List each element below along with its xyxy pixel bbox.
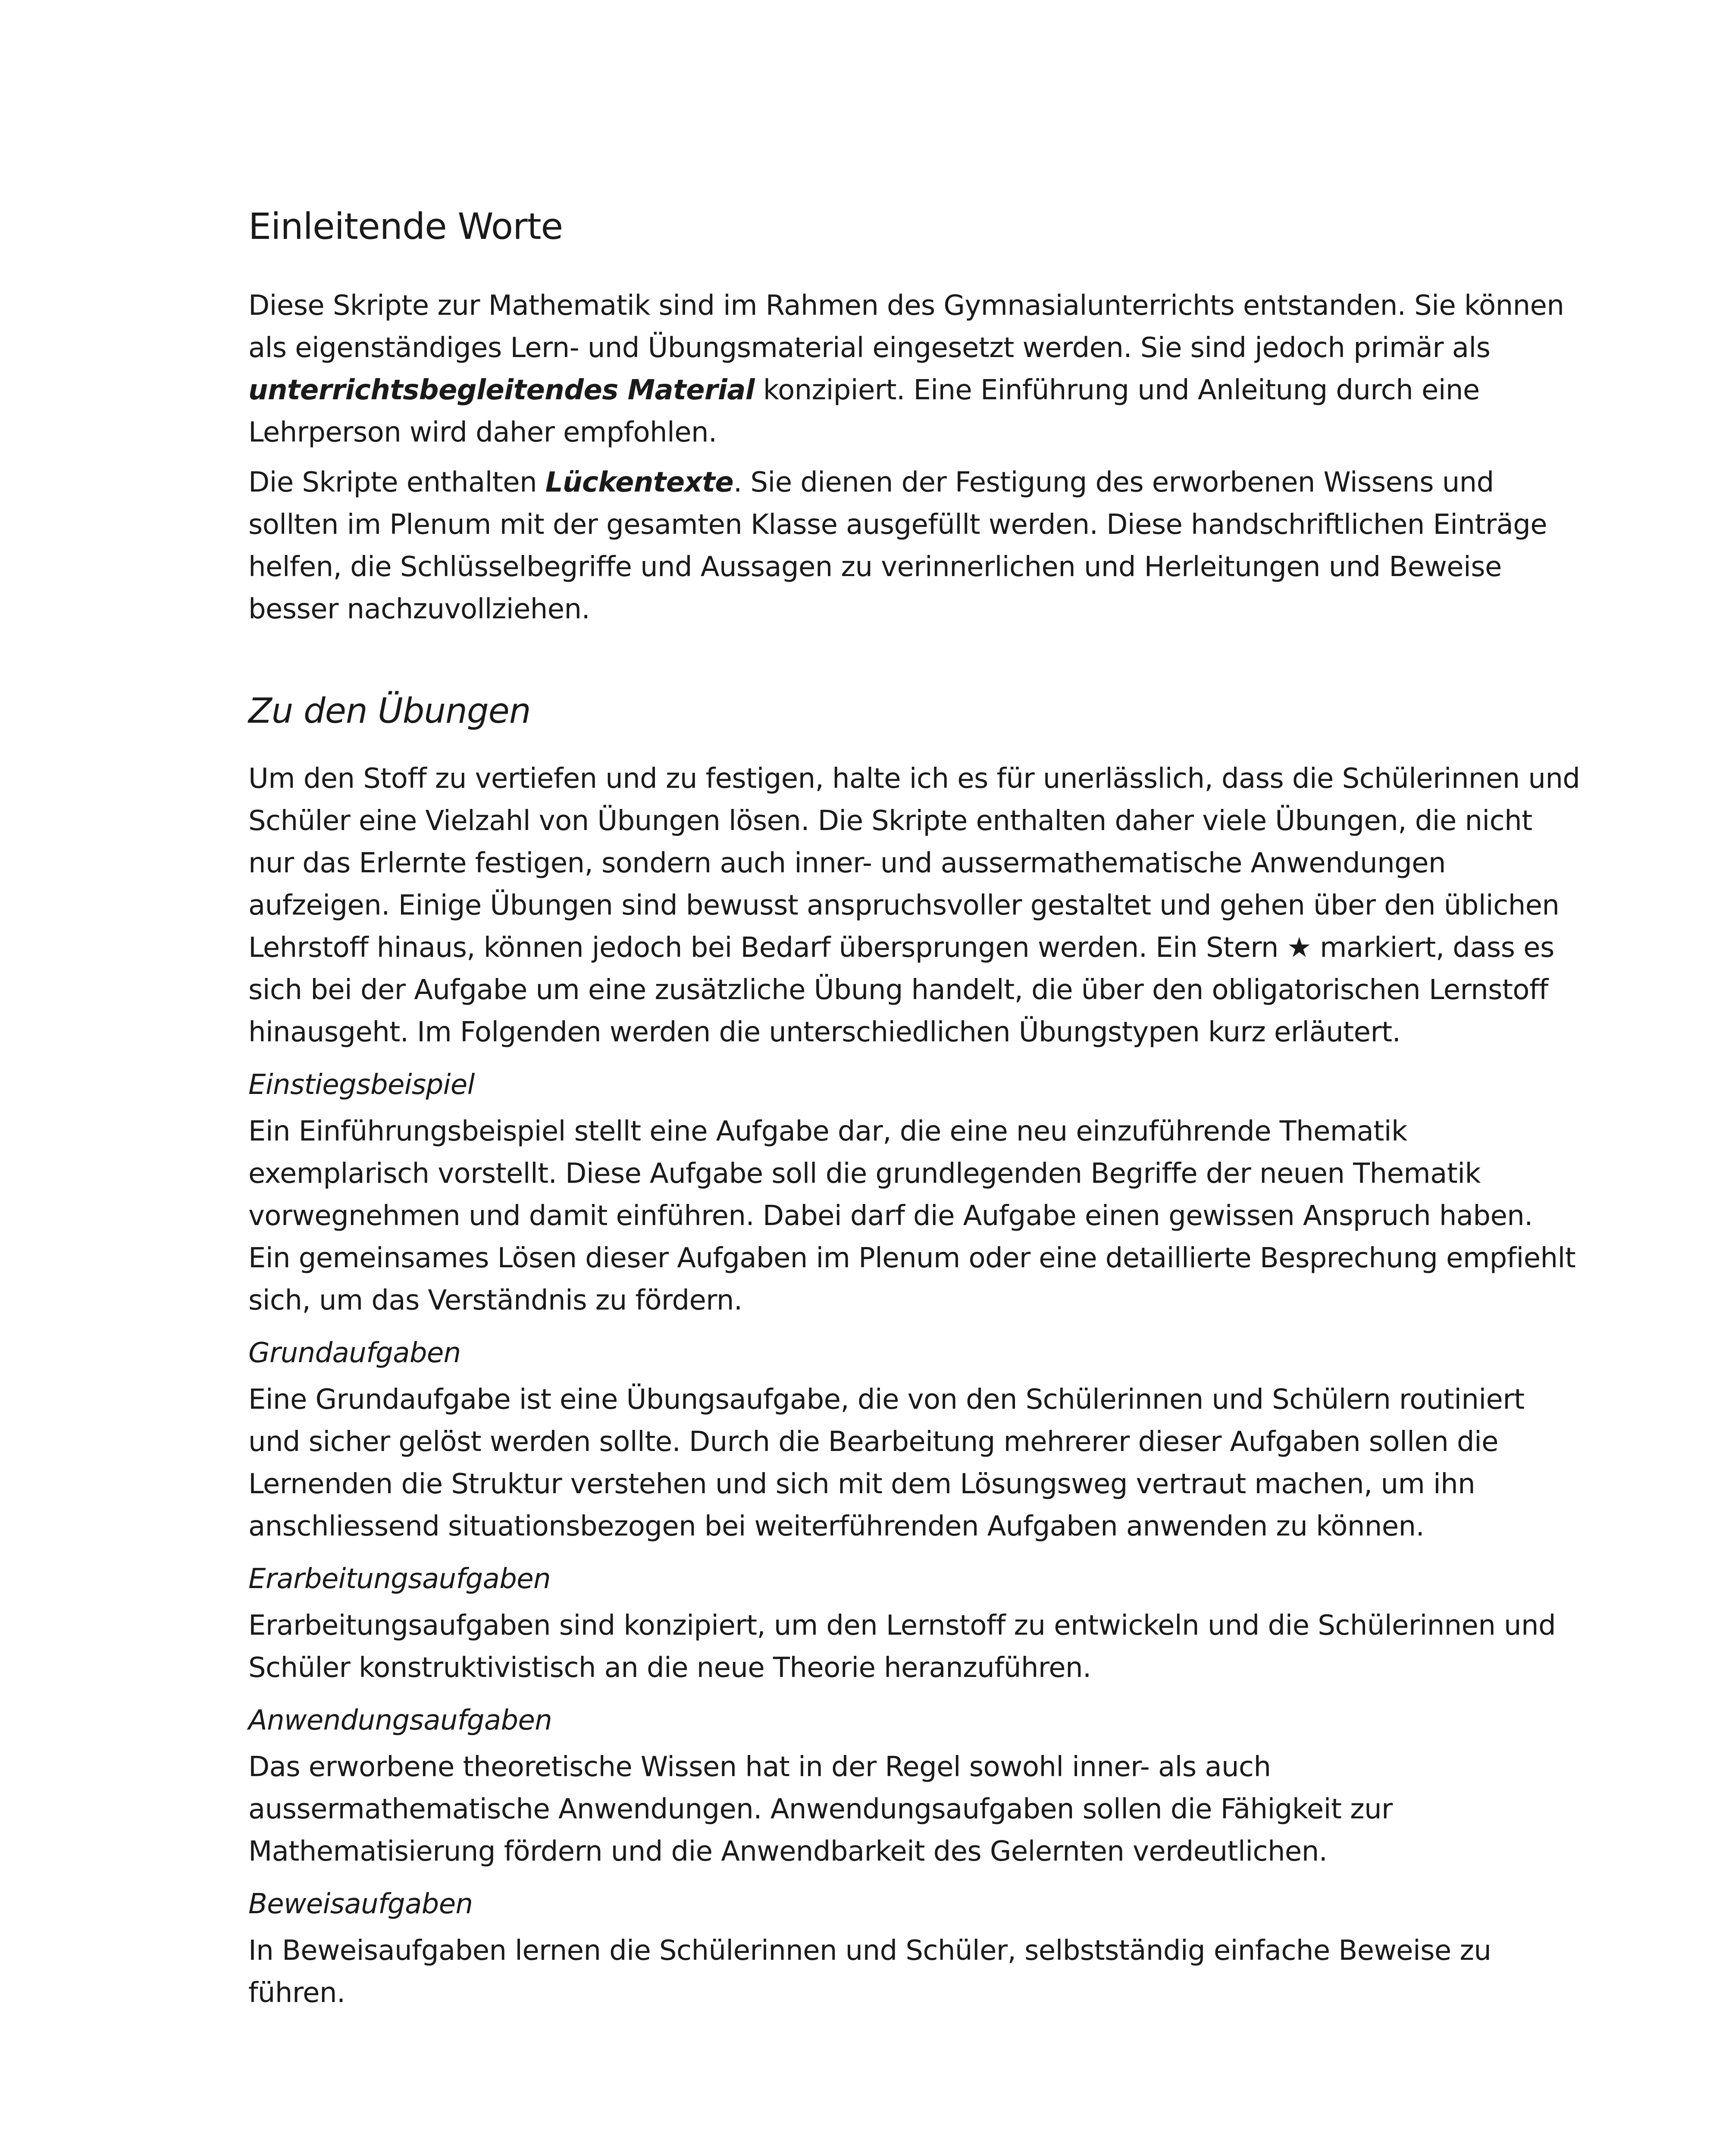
- exercises-heading: Zu den Übungen: [248, 691, 531, 731]
- exercise-type-title: Grundaufgaben: [248, 1337, 461, 1369]
- intro-paragraph-2: [248, 461, 1581, 630]
- page-title: Einleitende Worte: [248, 205, 563, 248]
- exercise-type-title: Beweisaufgaben: [248, 1888, 473, 1920]
- exercises-intro-text-a: Um den Stoff zu vertiefen und zu festigen, halte ich es für unerlässlich, dass die Schülerinnen und Schüler eine Vielzahl von Übungen lösen. Die Skripte enthalten daher viele Übungen, die nicht nur das Erlernte festigen, sondern auch inner- und aussermathematische Anwendungen aufzeigen. Einige Übungen sind bewusst anspruchsvoller gestaltet und gehen über den üblichen Lehrstoff hinaus, können jedoch bei Bedarf übersprungen werden. Ein Stern: [248, 763, 1580, 964]
- exercise-type-title: Anwendungsaufgaben: [248, 1705, 552, 1736]
- exercise-type-title: Einstiegsbeispiel: [248, 1069, 475, 1101]
- exercises-intro-text-b: markiert, dass es sich bei der Aufgabe um eine zusätzliche Übung handelt, die über den obligatorischen Lernstoff hinausgeht. Im Folgenden werden die unterschiedlichen Übungstypen kurz erläutert.: [248, 932, 1554, 1048]
- intro-p1-emphasis: unterrichtsbegleitendes Material: [248, 374, 755, 406]
- intro-p2-emphasis: Lückentexte: [545, 467, 733, 498]
- intro-p1-text-b: konzipiert. Eine Einführung und Anleitung durch eine Lehrperson wird daher empfohlen.: [248, 374, 1480, 448]
- exercise-type-text: Eine Grundaufgabe ist eine Übungsaufgabe, die von den Schülerinnen und Schülern routiniert und sicher gelöst werden sollte. Durch die Bearbeitung mehrerer dieser Aufgaben sollen die Lernenden die Struktur verstehen und sich mit dem Lösungsweg vertraut machen, um ihn anschliessend situationsbezogen bei weiterführenden Aufgaben anwenden zu können.: [248, 1384, 1525, 1542]
- exercises-intro-paragraph: [248, 758, 1581, 1053]
- page-content: [248, 203, 1581, 2022]
- intro-p1-text-a: Diese Skripte zur Mathematik sind im Rahmen des Gymnasialunterrichts entstanden. Sie können als eigenständiges Lern- und Übungsmaterial eingesetzt werden. Sie sind jedoch primär als: [248, 290, 1564, 364]
- star-icon: ★: [1287, 932, 1312, 964]
- intro-p2-text-b: . Sie dienen der Festigung des erworbenen Wissens und sollten im Plenum mit der gesamten Klasse ausgefüllt werden. Diese handschriftlichen Einträge helfen, die Schlüsselbegriffe und Aussagen zu verinnerlichen und Herleitungen und Beweise besser nachzuvollziehen.: [248, 467, 1547, 625]
- exercise-type-text: Ein Einführungsbeispiel stellt eine Aufgabe dar, die eine neu einzuführende Thematik exemplarisch vorstellt. Diese Aufgabe soll die grundlegenden Begriffe der neuen Thematik vorwegnehmen und damit einführen. Dabei darf die Aufgabe einen gewissen Anspruch haben. Ein gemeinsames Lösen dieser Aufgaben im Plenum oder eine detaillierte Besprechung empfiehlt sich, um das Verständnis zu fördern.: [248, 1116, 1576, 1316]
- exercise-type-title: Erarbeitungsaufgaben: [248, 1563, 551, 1595]
- exercise-type-text: In Beweisaufgaben lernen die Schülerinnen und Schüler, selbstständig einfache Beweise zu führen.: [248, 1935, 1491, 2009]
- intro-paragraph-1: [248, 285, 1581, 454]
- exercise-type-text: Erarbeitungsaufgaben sind konzipiert, um den Lernstoff zu entwickeln und die Schülerinnen und Schüler konstruktivistisch an die neue Theorie heranzuführen.: [248, 1610, 1556, 1684]
- intro-p2-text-a: Die Skripte enthalten: [248, 467, 545, 498]
- exercise-type-text: Das erworbene theoretische Wissen hat in der Regel sowohl inner- als auch aussermathematische Anwendungen. Anwendungsaufgaben sollen die Fähigkeit zur Mathematisierung fördern und die Anwendbarkeit des Gelernten verdeutlichen.: [248, 1751, 1393, 1868]
